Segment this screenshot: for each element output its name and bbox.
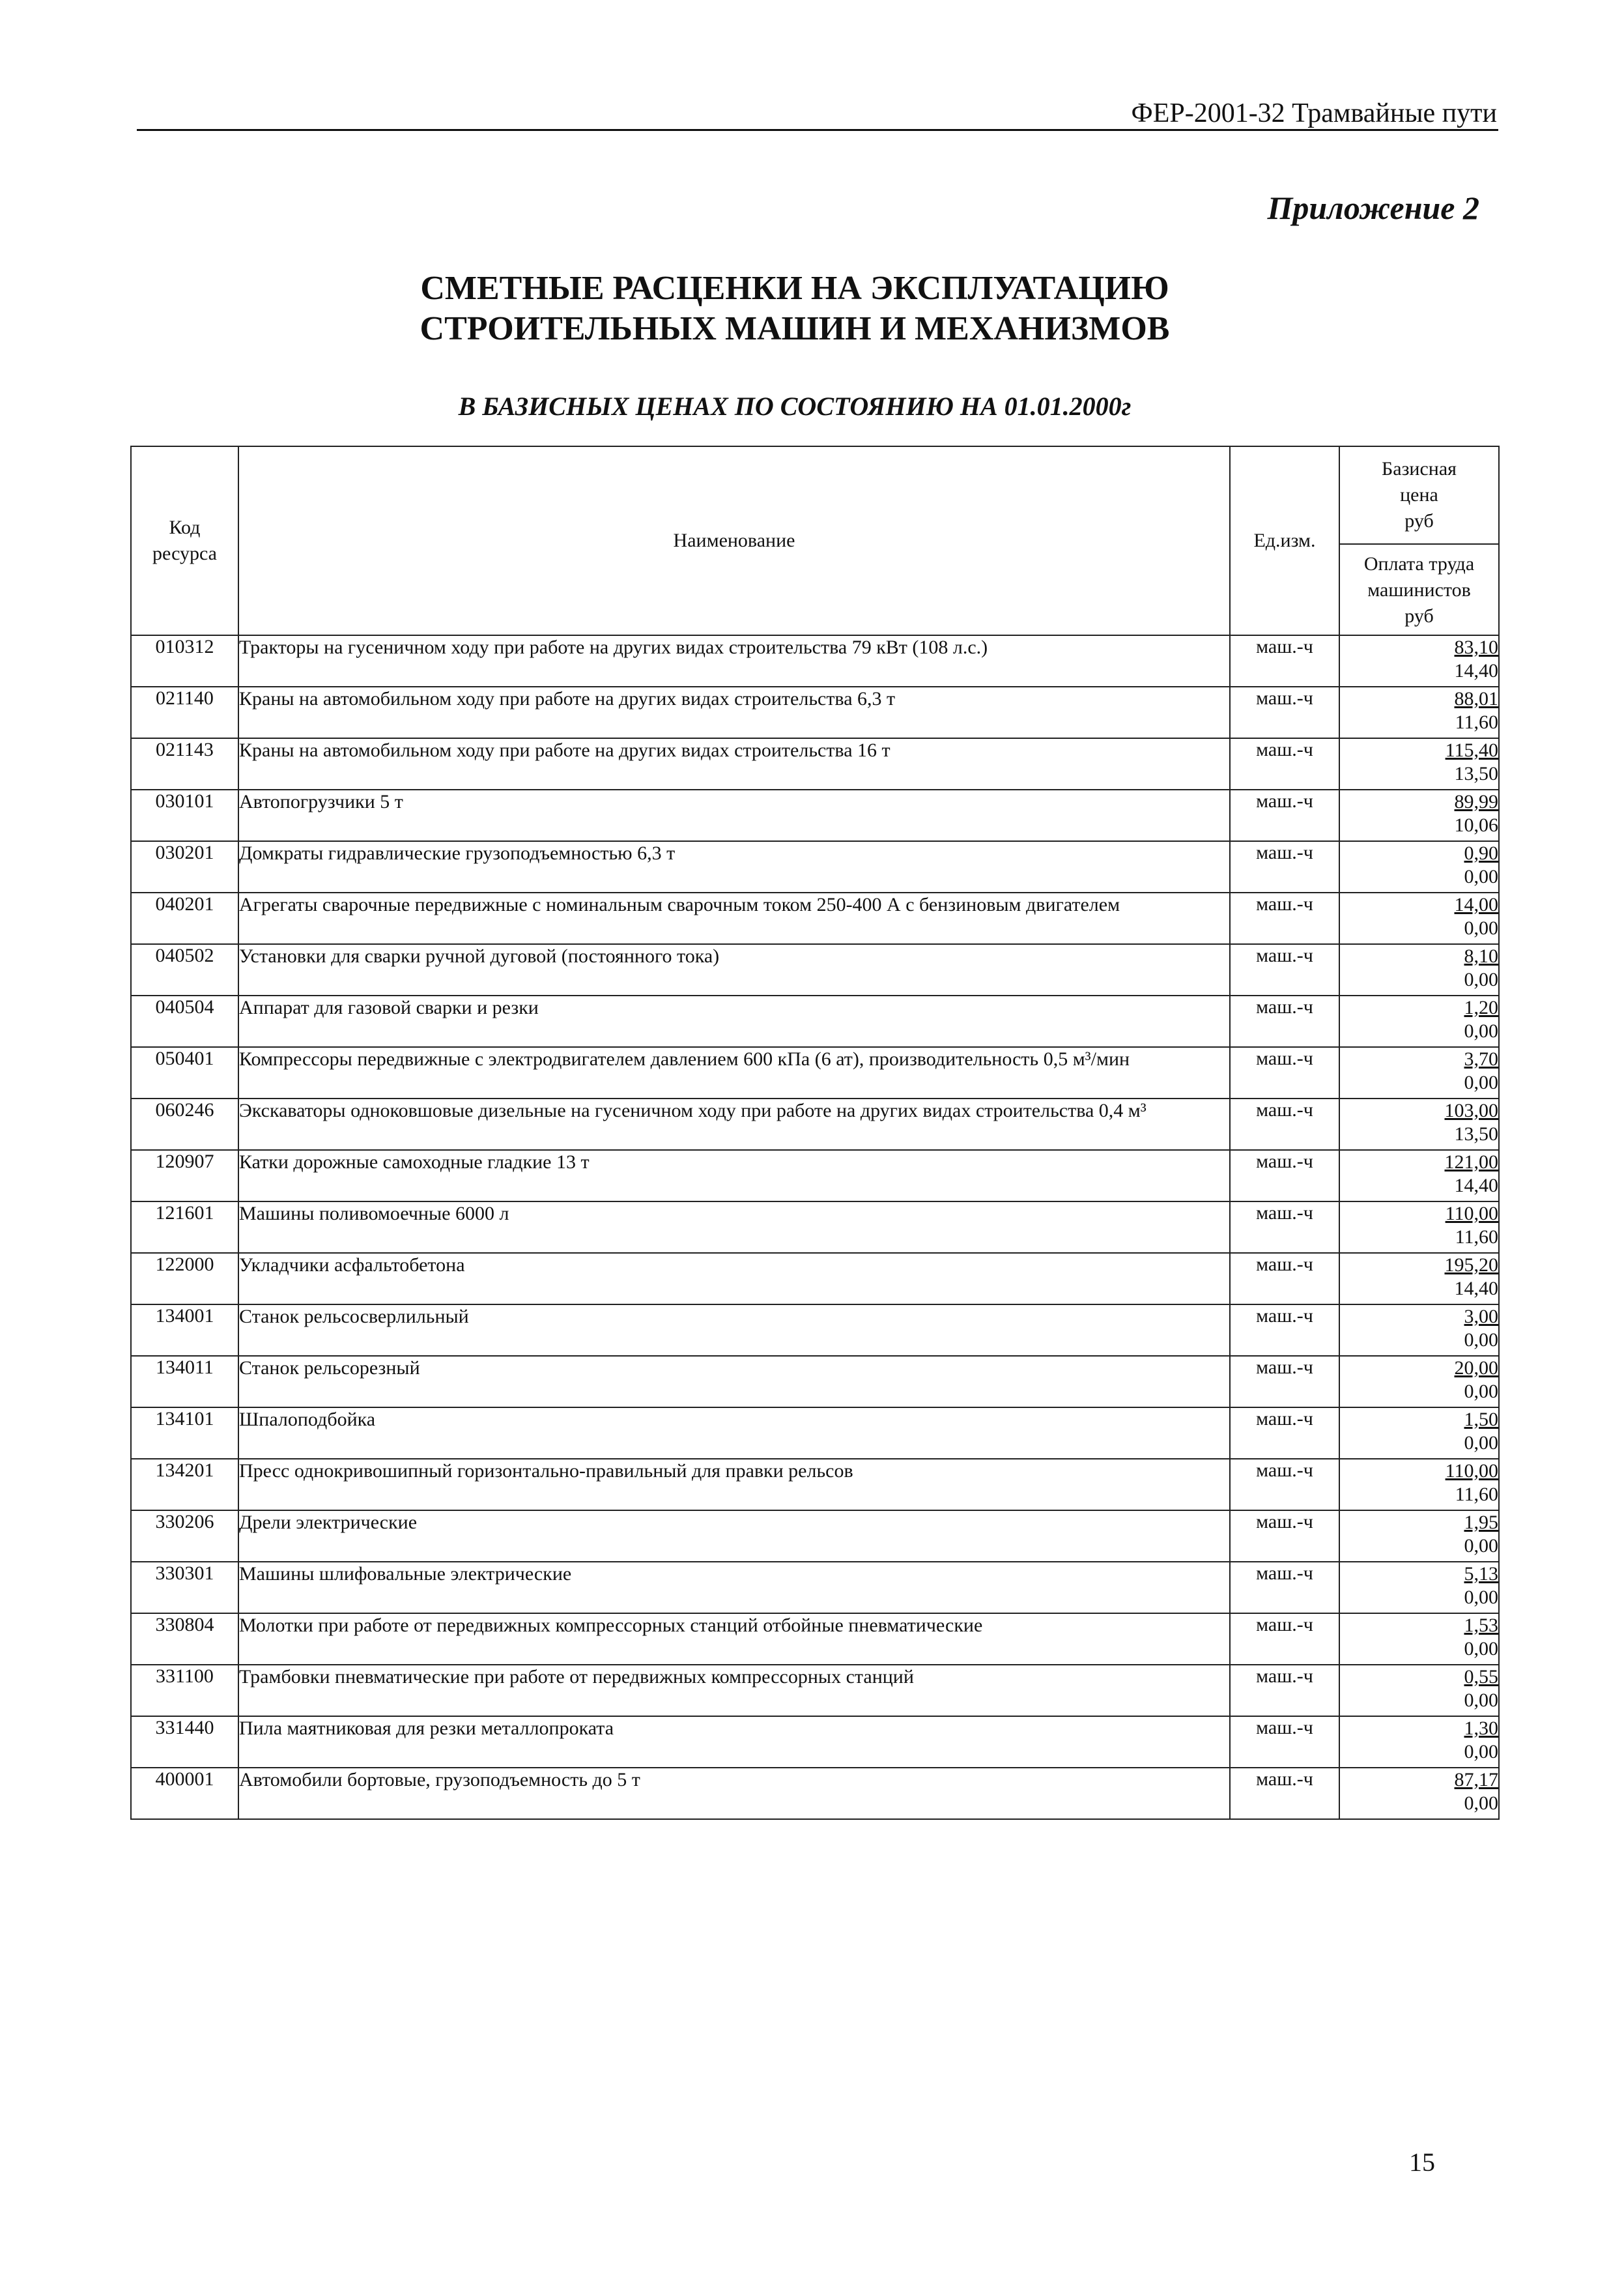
table-row [131,996,1499,1047]
operator-wage: 11,60 [1455,711,1498,733]
header-rule [137,129,1498,131]
operator-wage: 0,00 [1464,1741,1498,1762]
operator-wage: 0,00 [1464,866,1498,887]
base-price-header: Базисная цена руб [1340,448,1498,545]
resource-name: Катки дорожные самоходные гладкие 13 т [238,1150,1230,1201]
operator-wage: 0,00 [1464,1535,1498,1557]
unit-of-measure: маш.-ч [1230,893,1339,944]
resource-code: 400001 [131,1768,238,1819]
price-cell [1339,1150,1499,1201]
base-price: 87,17 [1454,1769,1498,1790]
table-row [131,1613,1499,1665]
price-cell [1339,1562,1499,1613]
resource-name: Автомобили бортовые, грузоподъемность до 5 т [238,1768,1230,1819]
table-row [131,1768,1499,1819]
table-row [131,1407,1499,1459]
operator-wage: 0,00 [1464,1432,1498,1454]
base-price: 1,30 [1464,1717,1498,1739]
price-cell [1339,996,1499,1047]
price-cell [1339,635,1499,687]
wage-header: Оплата труда машинистов руб [1363,553,1475,627]
base-price: 1,20 [1464,997,1498,1018]
table-row [131,1356,1499,1407]
table-row [131,944,1499,996]
unit-of-measure: маш.-ч [1230,635,1339,687]
base-price: 3,70 [1464,1048,1498,1070]
price-cell [1339,1253,1499,1304]
base-price: 195,20 [1444,1254,1498,1276]
resource-code: 021140 [131,687,238,738]
base-price: 14,00 [1454,894,1498,915]
operator-wage: 11,60 [1455,1226,1498,1248]
price-cell [1339,841,1499,893]
resource-name: Аппарат для газовой сварки и резки [238,996,1230,1047]
table-row [131,1510,1499,1562]
column-header-name: Наименование [238,446,1230,635]
unit-of-measure: маш.-ч [1230,1716,1339,1768]
table-row [131,1099,1499,1150]
price-cell [1339,1201,1499,1253]
resource-name: Тракторы на гусеничном ходу при работе на других видах строительства 79 кВт (108 л.с.) [238,635,1230,687]
resource-name: Трамбовки пневматические при работе от передвижных компрессорных станций [238,1665,1230,1716]
operator-wage: 14,40 [1454,660,1498,682]
resource-name: Машины шлифовальные электрические [238,1562,1230,1613]
resource-code: 030101 [131,790,238,841]
price-cell [1339,738,1499,790]
base-price: 83,10 [1454,637,1498,658]
price-cell [1339,1459,1499,1510]
resource-name: Шпалоподбойка [238,1407,1230,1459]
resource-name: Экскаваторы одноковшовые дизельные на гусеничном ходу при работе на других видах строительства 0,4 м³ [238,1099,1230,1150]
resource-code: 040201 [131,893,238,944]
price-cell [1339,944,1499,996]
base-price: 110,00 [1445,1460,1498,1482]
table-row [131,1459,1499,1510]
resource-code: 134201 [131,1459,238,1510]
appendix-label: Приложение 2 [1267,190,1479,226]
page-number: 15 [1409,2148,1435,2177]
base-price: 3,00 [1464,1306,1498,1327]
price-cell [1339,1099,1499,1150]
resource-name: Агрегаты сварочные передвижные с номинальным сварочным током 250-400 А с бензиновым двигателем [238,893,1230,944]
unit-of-measure: маш.-ч [1230,687,1339,738]
base-price: 89,99 [1454,791,1498,812]
price-table [130,446,1500,1820]
operator-wage: 0,00 [1464,1792,1498,1814]
resource-code: 134001 [131,1304,238,1356]
table-row [131,1253,1499,1304]
column-header-unit: Ед.изм. [1230,446,1339,635]
table-row [131,635,1499,687]
unit-of-measure: маш.-ч [1230,1099,1339,1150]
base-price: 0,55 [1464,1666,1498,1688]
unit-of-measure: маш.-ч [1230,1665,1339,1716]
column-header-price [1339,446,1499,635]
resource-code: 121601 [131,1201,238,1253]
table-row [131,790,1499,841]
base-price: 20,00 [1454,1357,1498,1379]
resource-code: 122000 [131,1253,238,1304]
operator-wage: 0,00 [1464,1587,1498,1608]
resource-name: Домкраты гидравлические грузоподъемностью 6,3 т [238,841,1230,893]
table-row [131,687,1499,738]
resource-code: 010312 [131,635,238,687]
operator-wage: 0,00 [1464,969,1498,990]
table-row [131,1304,1499,1356]
price-cell [1339,790,1499,841]
unit-of-measure: маш.-ч [1230,996,1339,1047]
base-price: 103,00 [1444,1100,1498,1121]
table-row [131,893,1499,944]
unit-of-measure: маш.-ч [1230,1356,1339,1407]
base-price: 88,01 [1454,688,1498,710]
price-cell [1339,687,1499,738]
operator-wage: 0,00 [1464,1072,1498,1093]
operator-wage: 14,40 [1454,1278,1498,1299]
resource-code: 134101 [131,1407,238,1459]
operator-wage: 13,50 [1454,763,1498,784]
table-row [131,1716,1499,1768]
resource-name: Дрели электрические [238,1510,1230,1562]
resource-code: 040504 [131,996,238,1047]
unit-of-measure: маш.-ч [1230,944,1339,996]
title-line-2: СТРОИТЕЛЬНЫХ МАШИН И МЕХАНИЗМОВ [420,310,1170,347]
operator-wage: 10,06 [1454,814,1498,836]
table-row [131,738,1499,790]
unit-of-measure: маш.-ч [1230,841,1339,893]
price-cell [1339,893,1499,944]
resource-code: 331100 [131,1665,238,1716]
price-cell [1339,1047,1499,1099]
unit-of-measure: маш.-ч [1230,1768,1339,1819]
resource-name: Автопогрузчики 5 т [238,790,1230,841]
operator-wage: 11,60 [1455,1484,1498,1505]
unit-of-measure: маш.-ч [1230,1047,1339,1099]
table-header-row [131,446,1499,635]
price-cell [1339,1304,1499,1356]
resource-code: 330206 [131,1510,238,1562]
operator-wage: 13,50 [1454,1123,1498,1145]
unit-of-measure: маш.-ч [1230,1253,1339,1304]
operator-wage: 0,00 [1464,1381,1498,1402]
unit-of-measure: маш.-ч [1230,1407,1339,1459]
price-cell [1339,1716,1499,1768]
price-cell [1339,1407,1499,1459]
resource-code: 330804 [131,1613,238,1665]
operator-wage: 0,00 [1464,1689,1498,1711]
resource-name: Укладчики асфальтобетона [238,1253,1230,1304]
price-cell [1339,1510,1499,1562]
resource-code: 330301 [131,1562,238,1613]
base-price: 1,53 [1464,1615,1498,1636]
unit-of-measure: маш.-ч [1230,1304,1339,1356]
resource-code: 060246 [131,1099,238,1150]
resource-name: Станок рельсосверлильный [238,1304,1230,1356]
page-subtitle: В БАЗИСНЫХ ЦЕНАХ ПО СОСТОЯНИЮ НА 01.01.2000г [458,392,1132,421]
base-price: 110,00 [1445,1203,1498,1224]
document-header: ФЕР-2001-32 Трамвайные пути [1131,98,1497,128]
table-row [131,1047,1499,1099]
resource-code: 120907 [131,1150,238,1201]
price-cell [1339,1665,1499,1716]
table-row [131,1562,1499,1613]
base-price: 121,00 [1444,1151,1498,1173]
unit-of-measure: маш.-ч [1230,738,1339,790]
resource-name: Станок рельсорезный [238,1356,1230,1407]
price-cell [1339,1768,1499,1819]
resource-name: Пресс однокривошипный горизонтально-правильный для правки рельсов [238,1459,1230,1510]
operator-wage: 0,00 [1464,917,1498,939]
unit-of-measure: маш.-ч [1230,790,1339,841]
unit-of-measure: маш.-ч [1230,1613,1339,1665]
page-title [274,268,1316,349]
unit-of-measure: маш.-ч [1230,1510,1339,1562]
unit-of-measure: маш.-ч [1230,1459,1339,1510]
table-row [131,1150,1499,1201]
resource-code: 030201 [131,841,238,893]
resource-name: Машины поливомоечные 6000 л [238,1201,1230,1253]
resource-name: Компрессоры передвижные с электродвигателем давлением 600 кПа (6 ат), производительность 0,5 м³/мин [238,1047,1230,1099]
base-price: 1,95 [1464,1512,1498,1533]
resource-name: Пила маятниковая для резки металлопроката [238,1716,1230,1768]
resource-code: 040502 [131,944,238,996]
resource-code: 050401 [131,1047,238,1099]
unit-of-measure: маш.-ч [1230,1150,1339,1201]
resource-name: Краны на автомобильном ходу при работе на других видах строительства 6,3 т [238,687,1230,738]
operator-wage: 14,40 [1454,1175,1498,1196]
resource-code: 134011 [131,1356,238,1407]
table-row [131,1201,1499,1253]
base-price: 5,13 [1464,1563,1498,1585]
base-price: 8,10 [1464,945,1498,967]
base-price: 115,40 [1445,740,1498,761]
table-row [131,1665,1499,1716]
unit-of-measure: маш.-ч [1230,1562,1339,1613]
price-cell [1339,1356,1499,1407]
operator-wage: 0,00 [1464,1020,1498,1042]
base-price: 0,90 [1464,842,1498,864]
resource-name: Установки для сварки ручной дуговой (постоянного тока) [238,944,1230,996]
resource-code: 331440 [131,1716,238,1768]
column-header-code: Код ресурса [131,446,238,635]
resource-name: Краны на автомобильном ходу при работе на других видах строительства 16 т [238,738,1230,790]
title-line-1: СМЕТНЫЕ РАСЦЕНКИ НА ЭКСПЛУАТАЦИЮ [420,270,1169,307]
resource-code: 021143 [131,738,238,790]
base-price: 1,50 [1464,1409,1498,1430]
price-cell [1339,1613,1499,1665]
unit-of-measure: маш.-ч [1230,1201,1339,1253]
table-row [131,841,1499,893]
operator-wage: 0,00 [1464,1329,1498,1351]
operator-wage: 0,00 [1464,1638,1498,1660]
resource-name: Молотки при работе от передвижных компрессорных станций отбойные пневматические [238,1613,1230,1665]
